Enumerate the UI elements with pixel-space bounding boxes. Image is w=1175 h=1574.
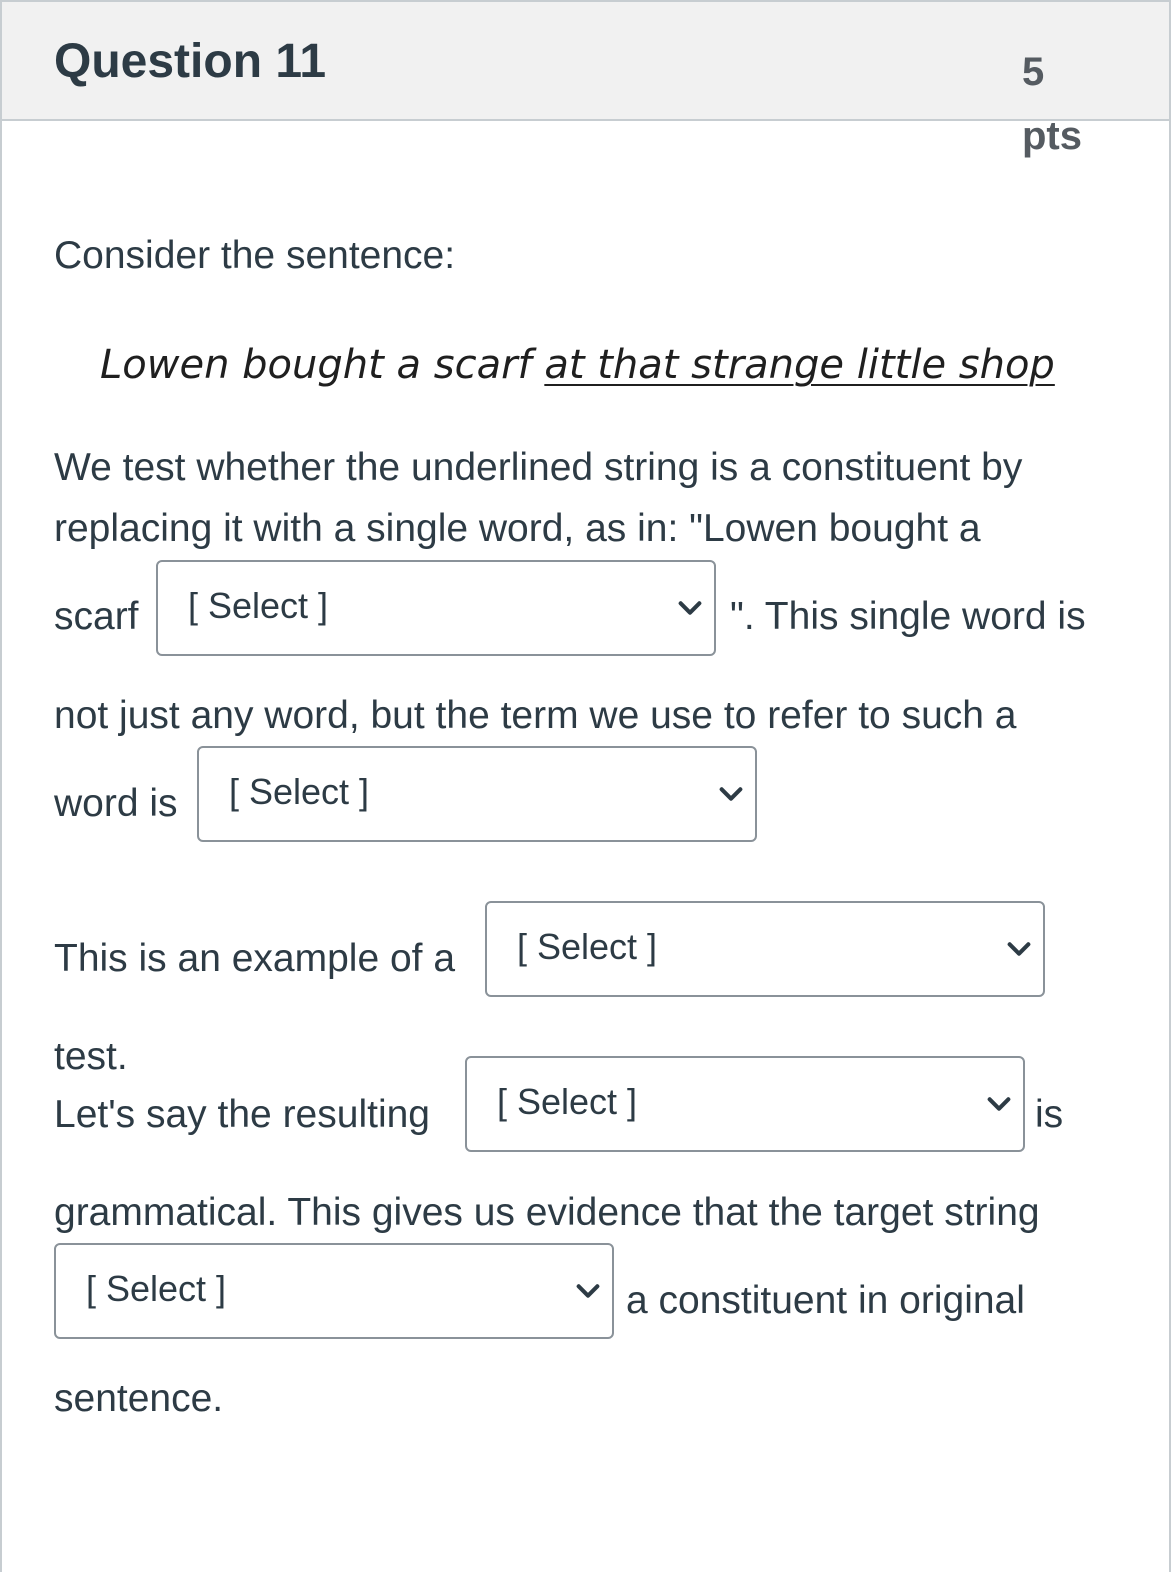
prompt-line-6-before: This is an example of a xyxy=(54,937,456,980)
question-header xyxy=(2,2,1169,158)
example-sentence-underlined: at that strange little shop xyxy=(544,342,1055,388)
prompt-line-7: test. xyxy=(54,1035,128,1078)
points-value: 5 xyxy=(1022,50,1045,94)
chevron-down-icon xyxy=(985,1090,1013,1118)
example-sentence xyxy=(100,336,1055,394)
answer-select-4[interactable] xyxy=(465,1056,1025,1152)
prompt-intro: Consider the sentence: xyxy=(54,234,456,277)
prompt-line-8-before: Let's say the resulting xyxy=(54,1093,430,1136)
prompt-line-4: not just any word, but the term we use to refer to such a xyxy=(54,694,1017,737)
prompt-line-2: replacing it with a single word, as in: "Lowen bought a xyxy=(54,507,981,550)
answer-select-2[interactable] xyxy=(197,746,757,842)
answer-select-3[interactable] xyxy=(485,901,1045,997)
prompt-line-5-before: word is xyxy=(54,782,178,825)
question-points xyxy=(1022,40,1142,168)
example-sentence-plain: Lowen bought a scarf xyxy=(100,342,545,388)
answer-select-3-label: [ Select ] xyxy=(517,926,658,967)
points-unit: pts xyxy=(1022,114,1082,158)
answer-select-1-label: [ Select ] xyxy=(188,585,329,626)
chevron-down-icon xyxy=(717,780,745,808)
chevron-down-icon xyxy=(1005,935,1033,963)
answer-select-2-label: [ Select ] xyxy=(229,771,370,812)
prompt-line-10-after: a constituent in original xyxy=(626,1279,1025,1322)
prompt-line-3-before: scarf xyxy=(54,595,139,638)
question-title: Question 11 xyxy=(54,35,327,88)
answer-select-1[interactable] xyxy=(156,560,716,656)
answer-select-5[interactable] xyxy=(54,1243,614,1339)
prompt-line-3-after: ". This single word is xyxy=(730,595,1086,638)
prompt-line-1: We test whether the underlined string is a constituent by xyxy=(54,446,1023,489)
prompt-line-9: grammatical. This gives us evidence that the target string xyxy=(54,1191,1040,1234)
chevron-down-icon xyxy=(574,1277,602,1305)
answer-select-5-label: [ Select ] xyxy=(86,1268,227,1309)
prompt-line-8-after: is xyxy=(1035,1093,1064,1136)
chevron-down-icon xyxy=(676,594,704,622)
prompt-line-11: sentence. xyxy=(54,1377,224,1420)
answer-select-4-label: [ Select ] xyxy=(497,1081,638,1122)
